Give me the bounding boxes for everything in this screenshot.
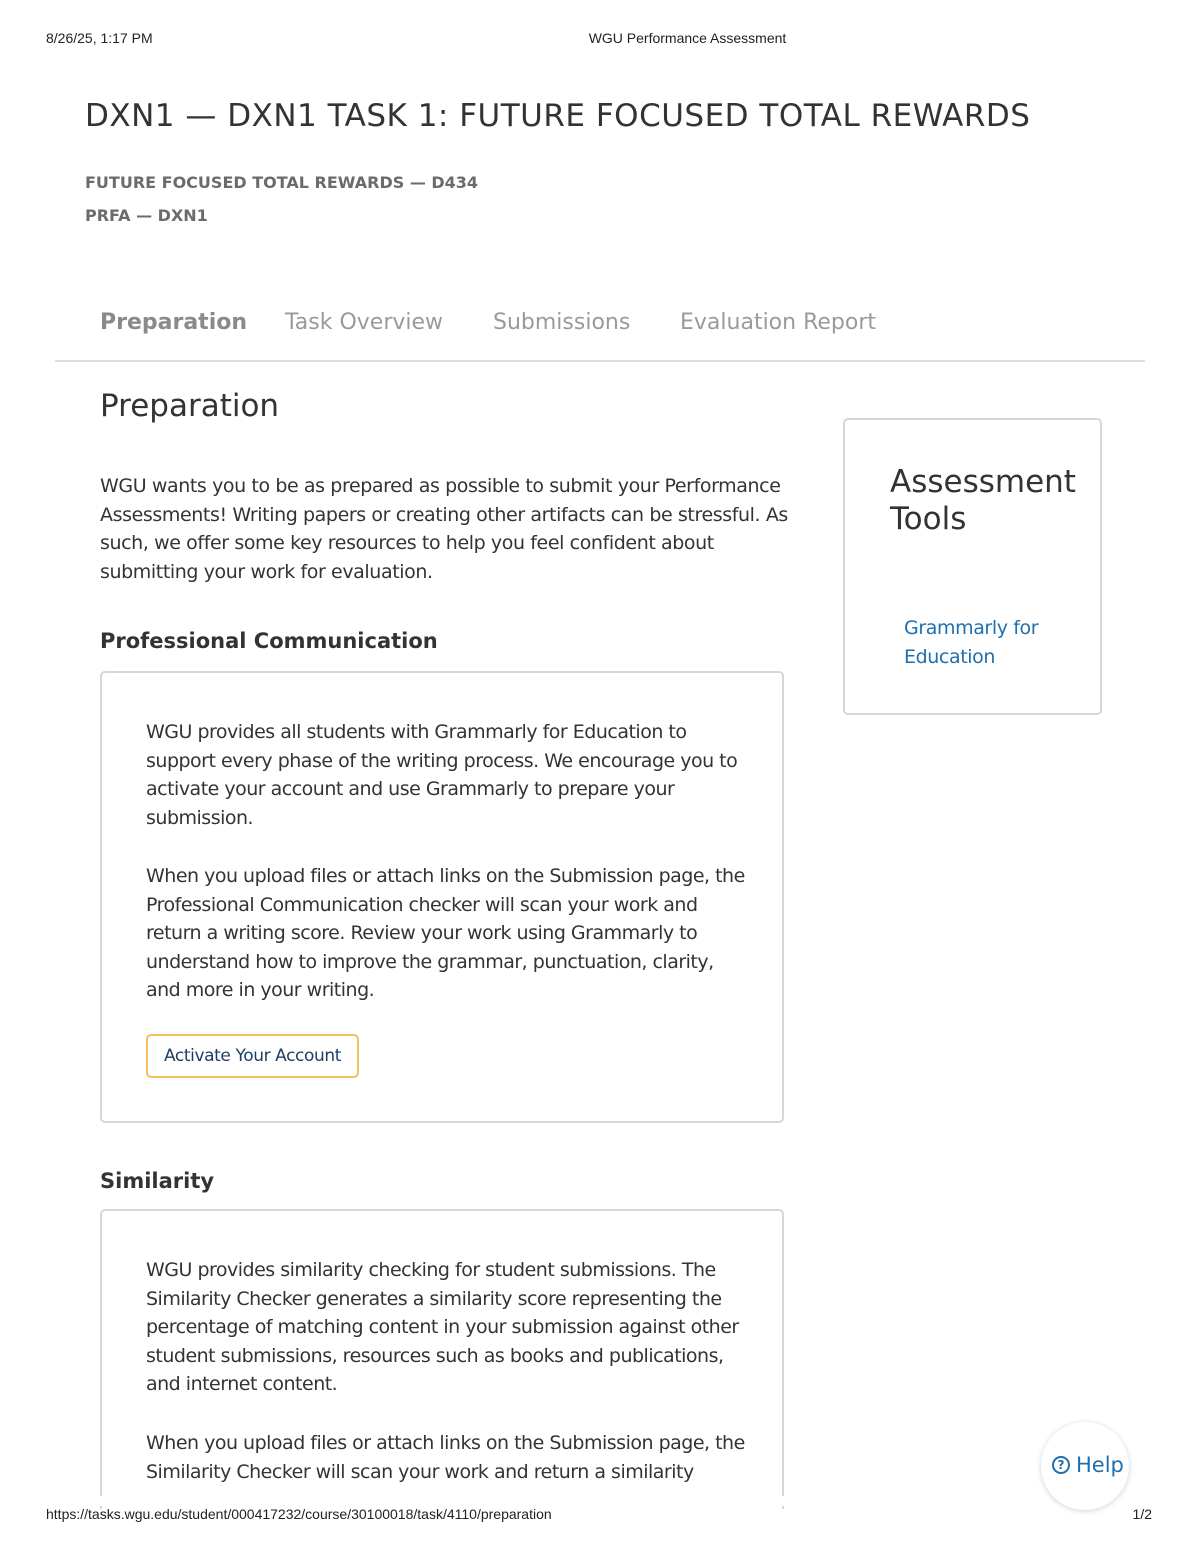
section-heading: Preparation — [100, 388, 280, 424]
tab-bar — [55, 300, 1145, 362]
professional-communication-heading: Professional Communication — [100, 629, 438, 653]
course-line: FUTURE FOCUSED TOTAL REWARDS — D434 — [85, 173, 479, 192]
page-title: DXN1 — DXN1 TASK 1: FUTURE FOCUSED TOTAL REWARDS — [85, 98, 1031, 134]
tab-preparation[interactable]: Preparation — [100, 310, 248, 335]
similarity-paragraph-2: When you upload files or attach links on the Submission page, the Similarity Checker will scan your work and return a similarity — [146, 1432, 745, 1483]
print-datetime: 8/26/25, 1:17 PM — [46, 30, 153, 46]
code-line: PRFA — DXN1 — [85, 206, 208, 225]
print-doc-title: WGU Performance Assessment — [588, 30, 787, 46]
question-circle-icon: ? — [1052, 1456, 1070, 1474]
tab-submissions[interactable]: Submissions — [493, 310, 631, 335]
assessment-tools-title: Assessment Tools — [890, 464, 1076, 537]
print-page-number: 1/2 — [1132, 1506, 1152, 1522]
assessment-tools-card — [843, 418, 1102, 715]
help-label: Help — [1076, 1453, 1124, 1477]
activate-account-button[interactable]: Activate Your Account — [146, 1034, 359, 1078]
similarity-paragraph-1: WGU provides similarity checking for student submissions. The Similarity Checker generates a similarity score representing the percentage of matching content in your submission against other student submissions, resources such as books and publications, and internet content. — [146, 1259, 739, 1395]
professional-communication-card — [100, 671, 784, 1123]
similarity-card — [100, 1209, 784, 1509]
print-url: https://tasks.wgu.edu/student/000417232/course/30100018/task/4110/preparation — [46, 1506, 552, 1522]
tab-task-overview[interactable]: Task Overview — [285, 310, 444, 335]
grammarly-link[interactable]: Grammarly for Education — [904, 617, 1039, 668]
similarity-heading: Similarity — [100, 1169, 215, 1193]
pc-paragraph-1: WGU provides all students with Grammarly for Education to support every phase of the writing process. We encourage you to activate your account and use Grammarly to prepare your submission. — [146, 721, 738, 829]
help-button[interactable] — [1041, 1422, 1129, 1510]
print-footer — [0, 1506, 1200, 1526]
active-tab-indicator — [100, 360, 240, 362]
print-header — [0, 30, 1200, 50]
tab-evaluation-report[interactable]: Evaluation Report — [680, 310, 877, 335]
pc-paragraph-2: When you upload files or attach links on the Submission page, the Professional Communication checker will scan your work and return a writing score. Review your work using Grammarly to understand how to improve the grammar, punctuation, clarity, and more in your writing. — [146, 865, 745, 1001]
intro-text: WGU wants you to be as prepared as possible to submit your Performance Assessments! Writing papers or creating other artifacts can be stressful. As such, we offer some key resources to help you feel confident about submitting your work for evaluation. — [100, 475, 788, 583]
page-cut-mask — [0, 1496, 1200, 1506]
